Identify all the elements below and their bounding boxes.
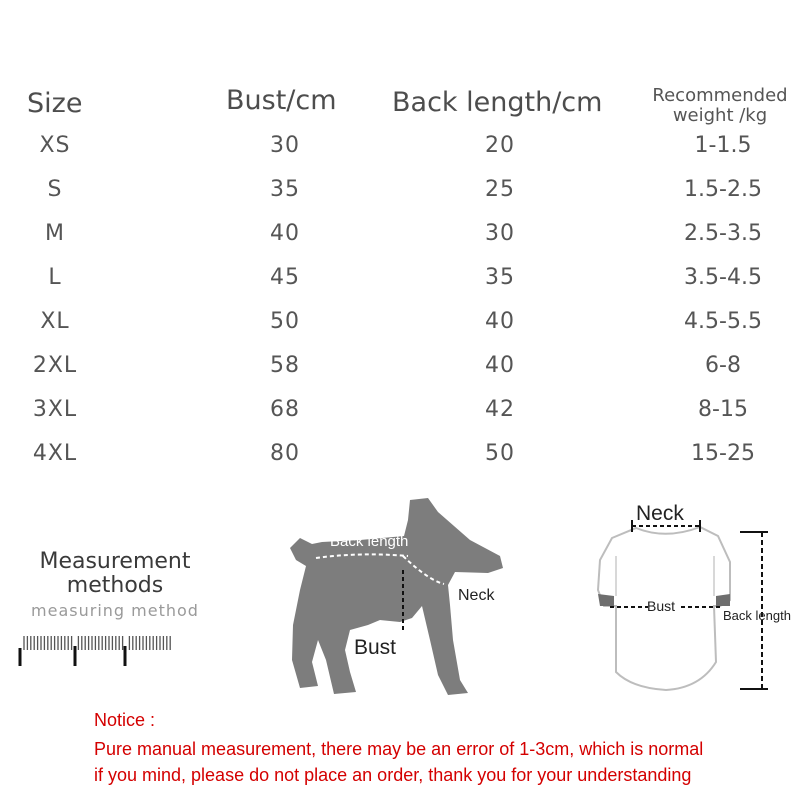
- row-back-cell: 25: [485, 177, 515, 202]
- header-back-length: Back length/cm: [392, 87, 603, 118]
- notice-line-1: Pure manual measurement, there may be an error of 1-3cm, which is normal: [94, 739, 704, 759]
- row-bust-cell: 35: [270, 177, 300, 202]
- row-bust-cell: 45: [270, 265, 300, 290]
- header-weight-line1: Recommended: [652, 85, 788, 106]
- row-size-cell: L: [48, 265, 62, 290]
- row-back-cell: 50: [485, 441, 515, 466]
- notice-line-2: if you mind, please do not place an order, thank you for your understanding: [94, 765, 692, 785]
- row-weight-cell: 8-15: [698, 397, 748, 422]
- row-back-cell: 20: [485, 133, 515, 158]
- row-size-cell: 4XL: [32, 441, 78, 466]
- row-weight-cell: 6-8: [705, 353, 741, 378]
- row-back-cell: 30: [485, 221, 515, 246]
- row-bust-cell: 30: [270, 133, 300, 158]
- row-size-cell: 3XL: [32, 397, 78, 422]
- measurement-subtitle: measuring method: [31, 601, 199, 620]
- header-size: Size: [27, 88, 83, 119]
- ruler-icon: [20, 636, 170, 666]
- row-weight-cell: 4.5-5.5: [684, 309, 762, 334]
- row-bust-cell: 40: [270, 221, 300, 246]
- row-bust-cell: 80: [270, 441, 300, 466]
- notice-heading: Notice :: [94, 710, 156, 730]
- row-weight-cell: 3.5-4.5: [684, 265, 762, 290]
- row-size-cell: M: [45, 221, 65, 246]
- row-bust-cell: 50: [270, 309, 300, 334]
- row-size-cell: 2XL: [32, 353, 78, 378]
- row-back-cell: 40: [485, 309, 515, 334]
- row-weight-cell: 1.5-2.5: [684, 177, 762, 202]
- row-weight-cell: 15-25: [691, 441, 755, 466]
- shirt-back-length-label: Back length: [723, 608, 791, 623]
- dog-bust-label: Bust: [354, 636, 397, 659]
- row-size-cell: XL: [40, 309, 70, 334]
- header-weight-line2: weight /kg: [672, 105, 768, 126]
- measurement-title-line2: methods: [66, 573, 164, 598]
- row-size-cell: XS: [39, 133, 71, 158]
- row-back-cell: 42: [485, 397, 515, 422]
- row-size-cell: S: [47, 177, 63, 202]
- measurement-title-line1: Measurement: [39, 549, 191, 574]
- row-weight-cell: 2.5-3.5: [684, 221, 762, 246]
- row-bust-cell: 68: [270, 397, 300, 422]
- row-weight-cell: 1-1.5: [694, 133, 752, 158]
- dog-neck-label: Neck: [458, 587, 495, 604]
- dog-back-length-label: Back length: [330, 533, 409, 550]
- row-back-cell: 40: [485, 353, 515, 378]
- row-back-cell: 35: [485, 265, 515, 290]
- header-bust: Bust/cm: [226, 85, 337, 116]
- row-bust-cell: 58: [270, 353, 300, 378]
- shirt-bust-label: Bust: [647, 598, 676, 614]
- shirt-neck-label: Neck: [636, 502, 684, 525]
